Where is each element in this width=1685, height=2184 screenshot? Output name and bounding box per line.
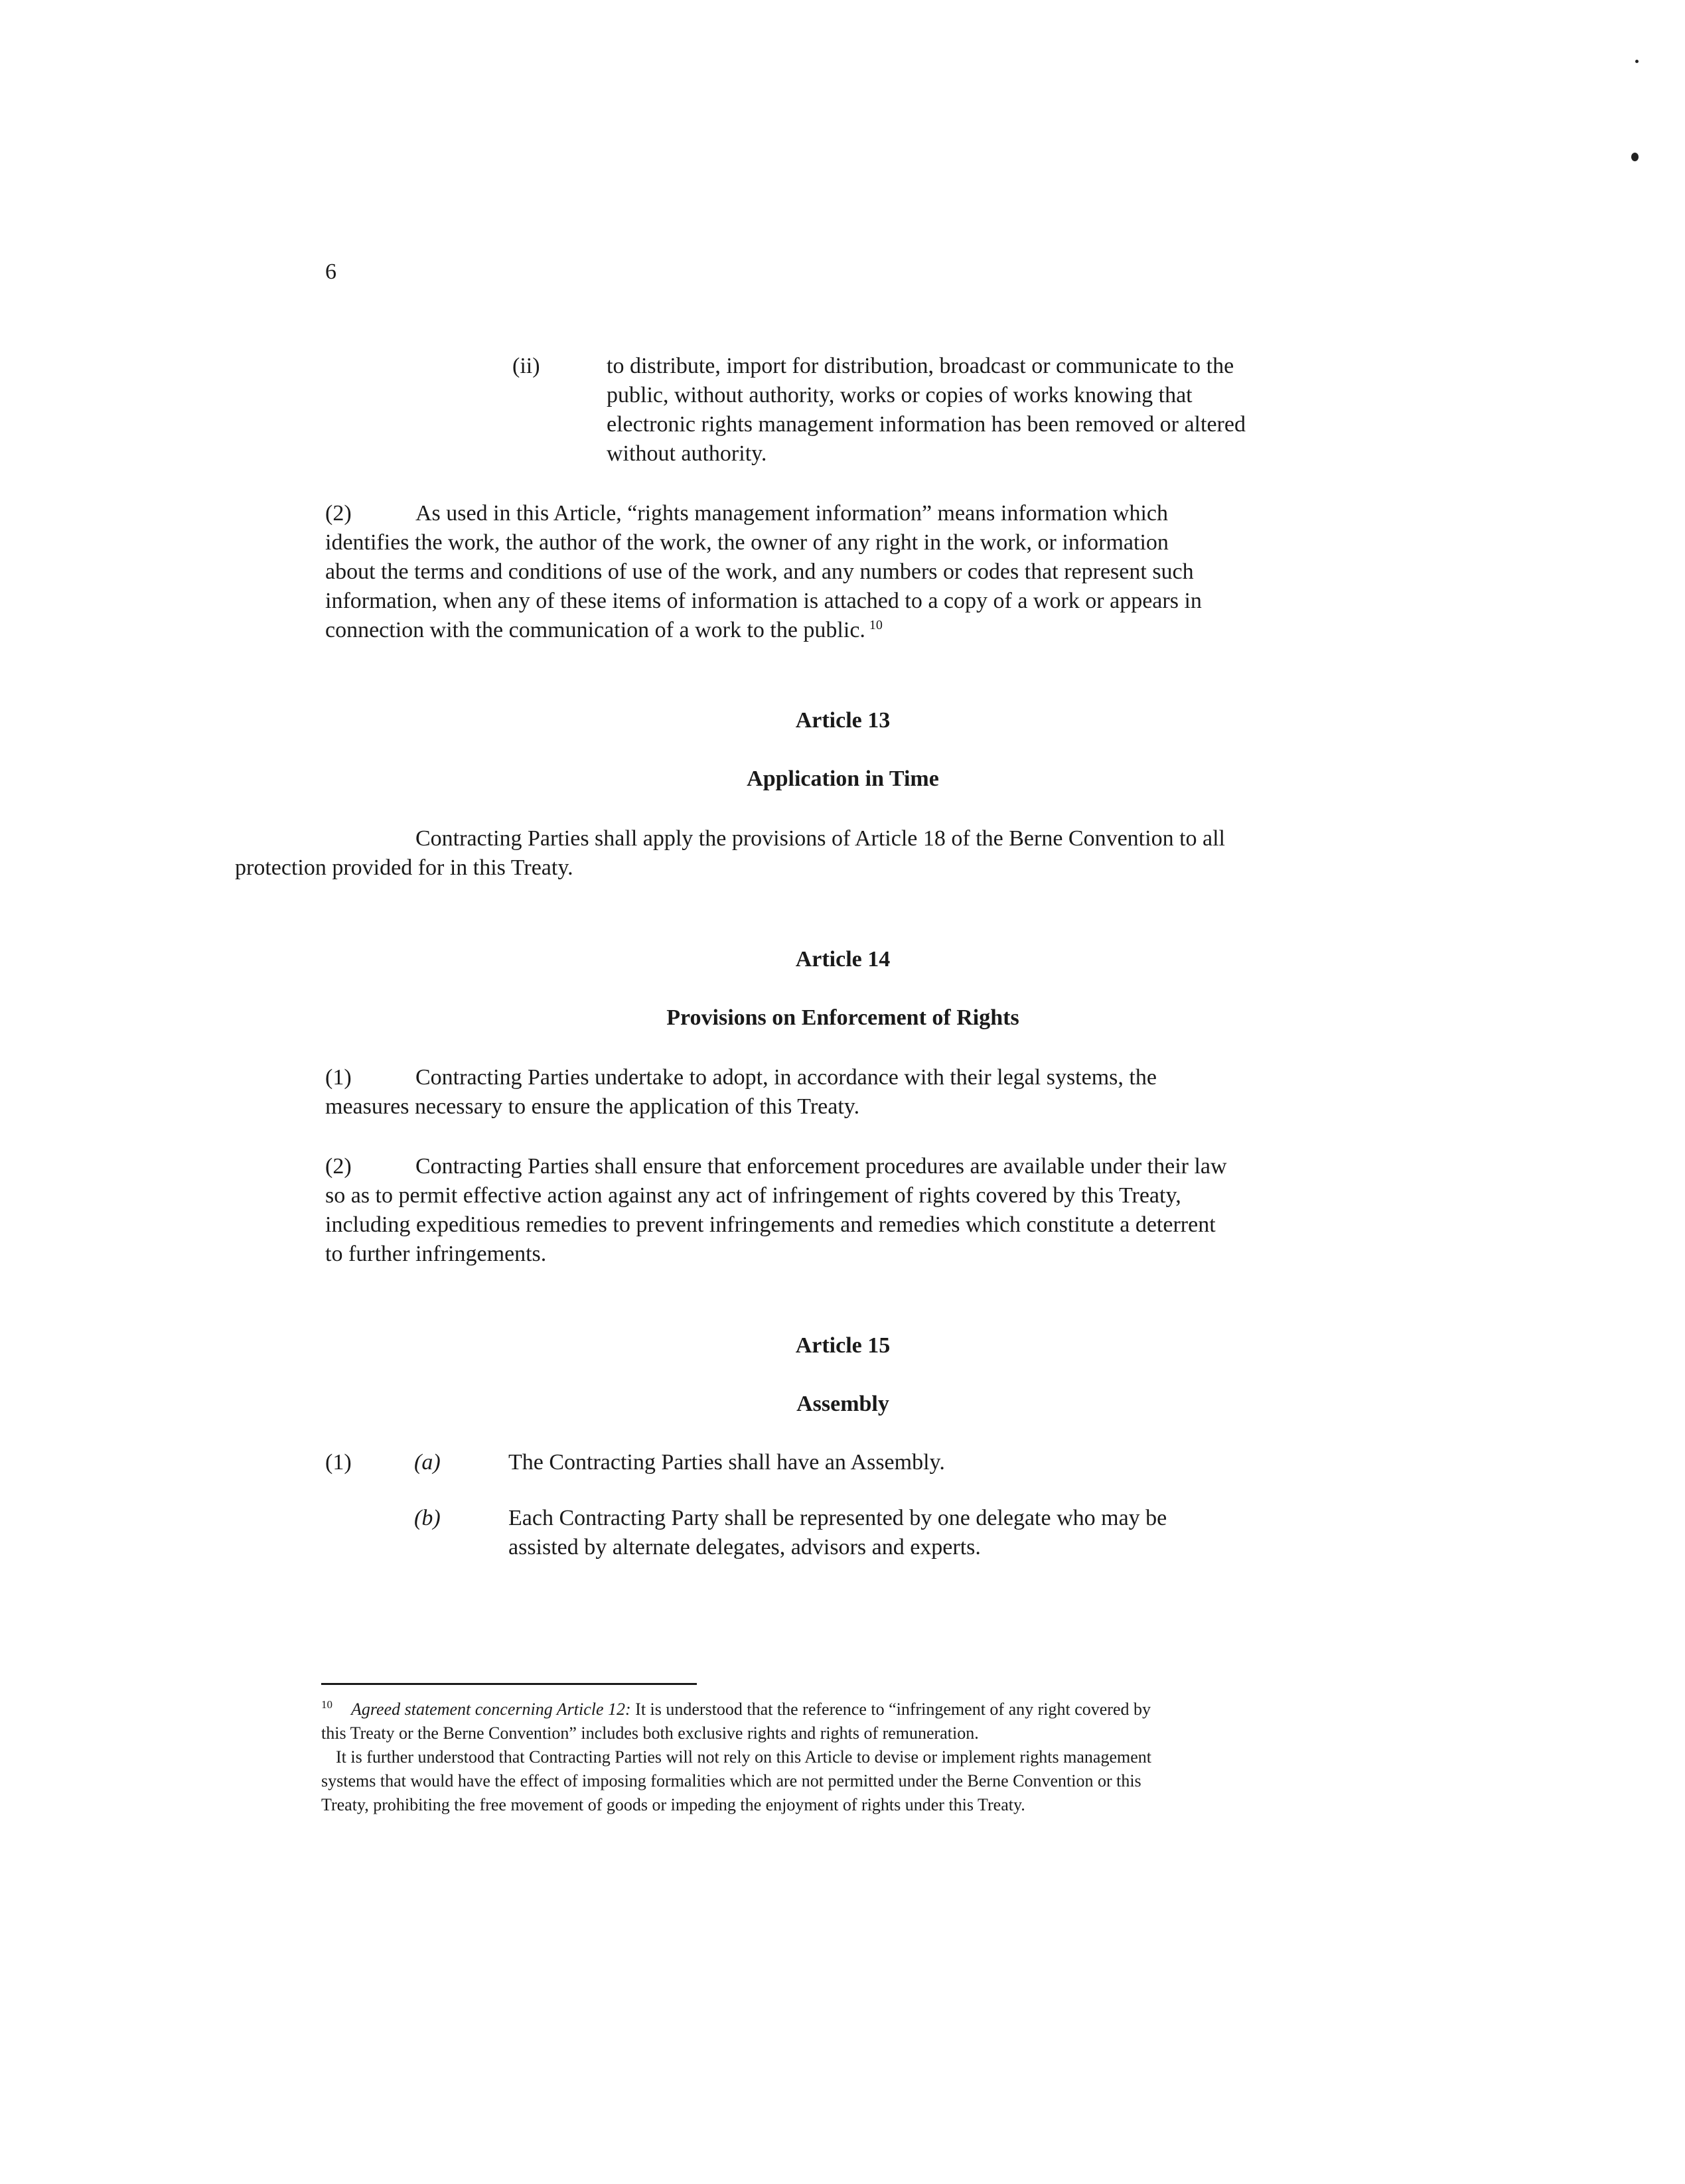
text-span: As used in this Article, “rights management information” means information which <box>415 501 1169 526</box>
text-line: It is further understood that Contracting Parties will not rely on this Article to devise or implement rights management <box>336 1747 1151 1767</box>
text-line: Each Contracting Party shall be represented by one delegate who may be <box>508 1506 1167 1530</box>
text-line <box>325 1063 1360 1092</box>
footnote-separator <box>321 1683 697 1685</box>
item-letter: (b) <box>414 1506 441 1530</box>
text-line: to distribute, import for distribution, broadcast or communicate to the <box>607 354 1234 378</box>
scan-speck-right <box>1631 153 1639 161</box>
text-span: It is understood that the reference to “infringement of any right covered by <box>635 1700 1151 1719</box>
footnote-reference: 10 <box>869 617 883 632</box>
paragraph-number: (2) <box>325 501 352 526</box>
article-13-title: Application in Time <box>747 766 939 791</box>
text-line: including expeditious remedies to prevent infringements and remedies which constitute a deterrent <box>325 1212 1216 1237</box>
article-14-paragraph-2 <box>325 1152 1360 1269</box>
article-14-title: Provisions on Enforcement of Rights <box>666 1005 1019 1030</box>
article-13-paragraph <box>235 824 1360 883</box>
text-line: so as to permit effective action against any act of infringement of rights covered by this Treaty, <box>325 1183 1181 1208</box>
paragraph-number: (1) <box>325 1065 352 1090</box>
text-line: about the terms and conditions of use of the work, and any numbers or codes that represent such <box>325 559 1194 584</box>
article-13-heading: Article 13 <box>795 708 891 733</box>
item-text <box>508 1504 1305 1562</box>
footnote-10 <box>321 1698 1356 1817</box>
article-15-heading: Article 15 <box>795 1333 891 1358</box>
text-line: systems that would have the effect of imposing formalities which are not permitted under the Berne Convention or this <box>321 1771 1141 1790</box>
paragraph-number: (1) <box>325 1450 352 1475</box>
text-span: Contracting Parties shall apply the provisions of Article 18 of the Berne Convention to all <box>415 826 1225 851</box>
text-span: Contracting Parties undertake to adopt, in accordance with their legal systems, the <box>415 1065 1157 1090</box>
article-14-heading: Article 14 <box>795 947 891 972</box>
text-span: Contracting Parties shall ensure that enforcement procedures are available under their law <box>415 1154 1227 1179</box>
text-line: electronic rights management information has been removed or altered <box>607 412 1246 437</box>
list-item-label: (ii) <box>512 354 540 378</box>
text-span: connection with the communication of a work to the public. <box>325 618 865 642</box>
item-text: The Contracting Parties shall have an Assembly. <box>508 1450 945 1475</box>
text-line <box>325 499 1360 528</box>
text-line: without authority. <box>607 441 767 466</box>
paragraph-12-2 <box>325 499 1360 645</box>
article-14-paragraph-1 <box>325 1063 1360 1122</box>
text-line <box>321 1698 1356 1721</box>
text-line: this Treaty or the Berne Convention” includes both exclusive rights and rights of remuneration. <box>321 1723 979 1743</box>
item-letter: (a) <box>414 1450 441 1475</box>
text-line: identifies the work, the author of the work, the owner of any right in the work, or information <box>325 530 1169 555</box>
text-span: protection provided for in this Treaty. <box>235 855 573 880</box>
text-line: to further infringements. <box>325 1242 547 1266</box>
paragraph-number: (2) <box>325 1154 352 1179</box>
list-item-text <box>607 352 1360 469</box>
footnote-title: Agreed statement concerning Article 12: <box>351 1700 631 1719</box>
footnote-mark: 10 <box>321 1698 332 1711</box>
text-line <box>325 616 1360 645</box>
page-number: 6 <box>325 259 336 284</box>
text-line: assisted by alternate delegates, advisors and experts. <box>508 1535 981 1560</box>
text-line: public, without authority, works or copies of works knowing that <box>607 383 1193 407</box>
text-line: information, when any of these items of information is attached to a copy of a work or appears in <box>325 589 1202 613</box>
text-line <box>325 1152 1360 1181</box>
article-15-title: Assembly <box>796 1392 889 1416</box>
text-line: Treaty, prohibiting the free movement of goods or impeding the enjoyment of rights under this Treaty. <box>321 1795 1025 1814</box>
text-line: measures necessary to ensure the application of this Treaty. <box>325 1094 860 1119</box>
scan-speck-top <box>1635 60 1639 63</box>
